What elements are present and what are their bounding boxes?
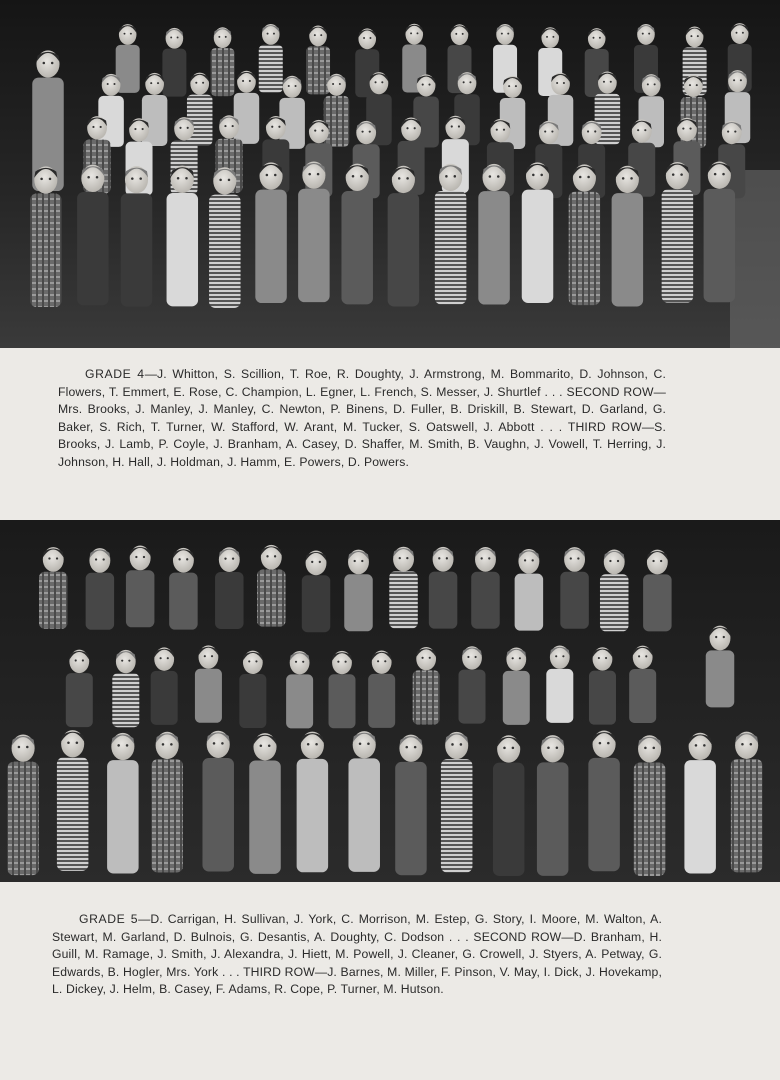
grade-4-photo-image xyxy=(0,0,780,348)
student-figure xyxy=(643,550,672,632)
student-figure xyxy=(413,647,440,724)
student-figure xyxy=(239,651,266,728)
student-figure xyxy=(259,24,283,93)
student-figure xyxy=(471,547,500,629)
student-figure xyxy=(328,651,355,728)
grade-5-names: —D. Carrigan, H. Sullivan, J. York, C. Morrison, M. Estep, G. Story, I. Moore, M. Walton, A. Stewart, M. Garland, D. Bulnois, G. Desantis, A. Doughty, C. Dodson . . . SECOND ROW—D. Branham, H. Guill, M. Ramage, J. Smith, J. Alexandra, J. Hiett, M. Powell, J. Cleaner, G. Crowell, J. Styers, A. Petway, G. Edwards, B. Hogler, Mrs. York . . . THIRD ROW—J. Barnes, M. Miller, F. Pinson, V. May, I. Dick, J. Hovekamp, L. Dickey, J. Helm, B. Casey, F. Adams, R. Cope, P. Turner, M. Hutson. xyxy=(52,912,662,997)
student-figure xyxy=(151,647,178,724)
grade-5-caption-text xyxy=(52,911,662,999)
student-figure xyxy=(306,26,330,95)
grade-5-label: GRADE 5 xyxy=(79,912,139,926)
student-figure xyxy=(66,650,93,727)
grade-4-caption xyxy=(0,366,780,472)
student-figure xyxy=(629,646,656,723)
grade-5-caption xyxy=(0,911,780,999)
grade-4-names: —J. Whitton, S. Scillion, T. Roe, R. Doughty, J. Armstrong, M. Bommarito, D. Johnson, C. Flowers, T. Emmert, E. Rose, C. Champion, L. Egner, L. French, S. Messer, J. Shurtlef . . . SECOND ROW—Mrs. Brooks, J. Manley, J. Manley, C. Newton, P. Binens, D. Fuller, B. Driskill, B. Stewart, D. Garland, G. Baker, S. Rich, T. Turner, W. Stafford, W. Arant, M. Tucker, S. Oatswell, J. Abbott . . . THIRD ROW—S. Brooks, J. Lamb, P. Coyle, J. Branham, A. Casey, D. Shaffer, M. Smith, B. Vaughn, J. Vowell, T. Herring, J. Johnson, H. Hall, J. Holdman, J. Hamm, E. Powers, D. Powers. xyxy=(58,367,666,469)
student-figure xyxy=(279,76,305,149)
student-figure xyxy=(600,550,629,632)
student-figure xyxy=(286,651,313,728)
student-figure xyxy=(86,548,115,630)
student-figure xyxy=(589,647,616,724)
student-figure xyxy=(344,550,373,632)
grade-4-caption-text xyxy=(58,366,666,472)
student-figure xyxy=(368,650,395,727)
grade-5-photo-image xyxy=(0,520,780,882)
student-figure xyxy=(546,645,573,722)
student-figure xyxy=(211,27,235,96)
grade-5-class-photo xyxy=(0,520,780,882)
student-figure xyxy=(503,647,530,724)
student-figure xyxy=(429,547,458,629)
student-figure xyxy=(257,545,286,627)
student-figure xyxy=(560,547,589,629)
student-figure xyxy=(515,549,544,631)
student-figure xyxy=(215,547,244,629)
student-figure xyxy=(126,546,154,628)
student-figure xyxy=(112,650,139,727)
student-figure xyxy=(169,548,198,630)
grade-4-label: GRADE 4 xyxy=(85,367,145,381)
student-figure xyxy=(706,626,735,708)
grade-4-class-photo xyxy=(0,0,780,348)
student-figure xyxy=(162,28,186,97)
student-figure xyxy=(39,547,68,629)
student-figure xyxy=(389,547,418,629)
student-figure xyxy=(459,646,486,723)
student-figure xyxy=(302,551,331,633)
student-figure xyxy=(195,645,222,722)
